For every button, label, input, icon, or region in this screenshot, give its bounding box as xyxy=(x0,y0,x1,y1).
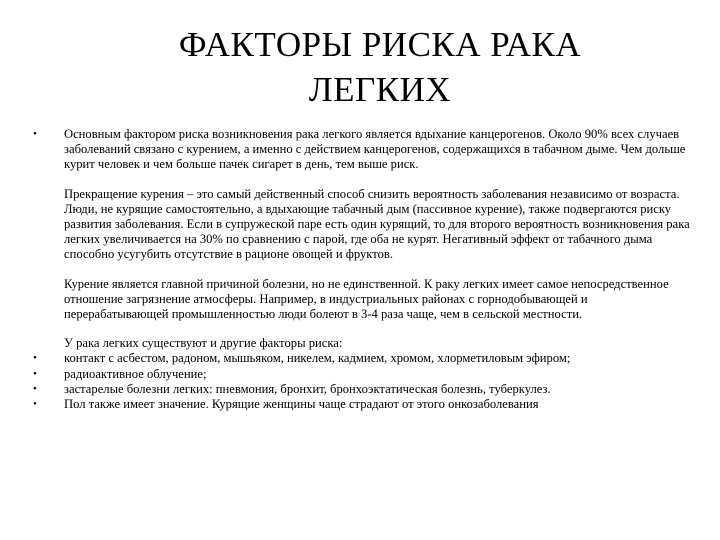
slide-title-line-2: ЛЕГКИХ xyxy=(308,70,452,109)
list-item xyxy=(30,382,690,397)
list-item xyxy=(30,367,690,382)
paragraph-text: У рака легких существуют и другие факторы риска: xyxy=(64,336,343,351)
list-item-text: застарелые болезни легких: пневмония, бронхит, бронхоэктатическая болезнь, туберкулез. xyxy=(64,381,551,396)
bullet-marker: • xyxy=(33,352,37,365)
bullet-marker: • xyxy=(33,382,37,395)
list-item-text: радиоактивное облучение; xyxy=(64,366,207,381)
paragraph-main-factor xyxy=(30,127,690,173)
paragraph-text: Прекращение курения – это самый действенный способ снизить вероятность заболевания независимо от возраста. Люди, не курящие самостоятельно, а вдыхающие табачный дым (пассивное курение), также подвергаются риску развития заболевания. Если в супружеской паре есть один курящий, то для второго вероятность возникновения рака легких увеличивается на 30% по сравнению с парой, где оба не курят. Негативный эффект от табачного дыма способно усугубить отсутствие в рационе овощей и фруктов. xyxy=(64,186,690,262)
list-item xyxy=(30,397,690,412)
list-item-text: Пол также имеет значение. Курящие женщины чаще страдают от этого онкозаболевания xyxy=(64,397,539,412)
paragraph-text: Основным фактором риска возникновения рака легкого является вдыхание канцерогенов. Около 90% всех случаев заболеваний связано с курением, а именно с действием канцерогенов, содержащихся в табачном дыме. Чем дольше курит человек и чем больше пачек сигарет в день, тем выше риск. xyxy=(64,127,686,172)
paragraph-pollution xyxy=(30,277,690,323)
slide-title xyxy=(60,22,700,112)
list-item-text: контакт с асбестом, радоном, мышьяком, никелем, кадмием, хромом, хлорметиловым эфиром; xyxy=(64,351,571,366)
paragraph-other-factors xyxy=(30,336,690,351)
bullet-marker: • xyxy=(33,128,37,140)
bullet-marker: • xyxy=(33,398,37,411)
slide-title-line-1: ФАКТОРЫ РИСКА РАКА xyxy=(178,25,582,64)
paragraph-quitting xyxy=(30,187,690,263)
risk-factor-list xyxy=(30,351,690,412)
list-item xyxy=(30,351,690,366)
bullet-marker: • xyxy=(33,367,37,380)
paragraph-text: Курение является главной причиной болезни, но не единственной. К раку легких имеет самое непосредственное отношение загрязнение атмосферы. Например, в индустриальных районах с горнодобывающей и перерабатывающей промышленностью люди болеют в 3-4 раза чаще, чем в сельской местности. xyxy=(64,276,669,322)
slide-body xyxy=(30,127,690,412)
